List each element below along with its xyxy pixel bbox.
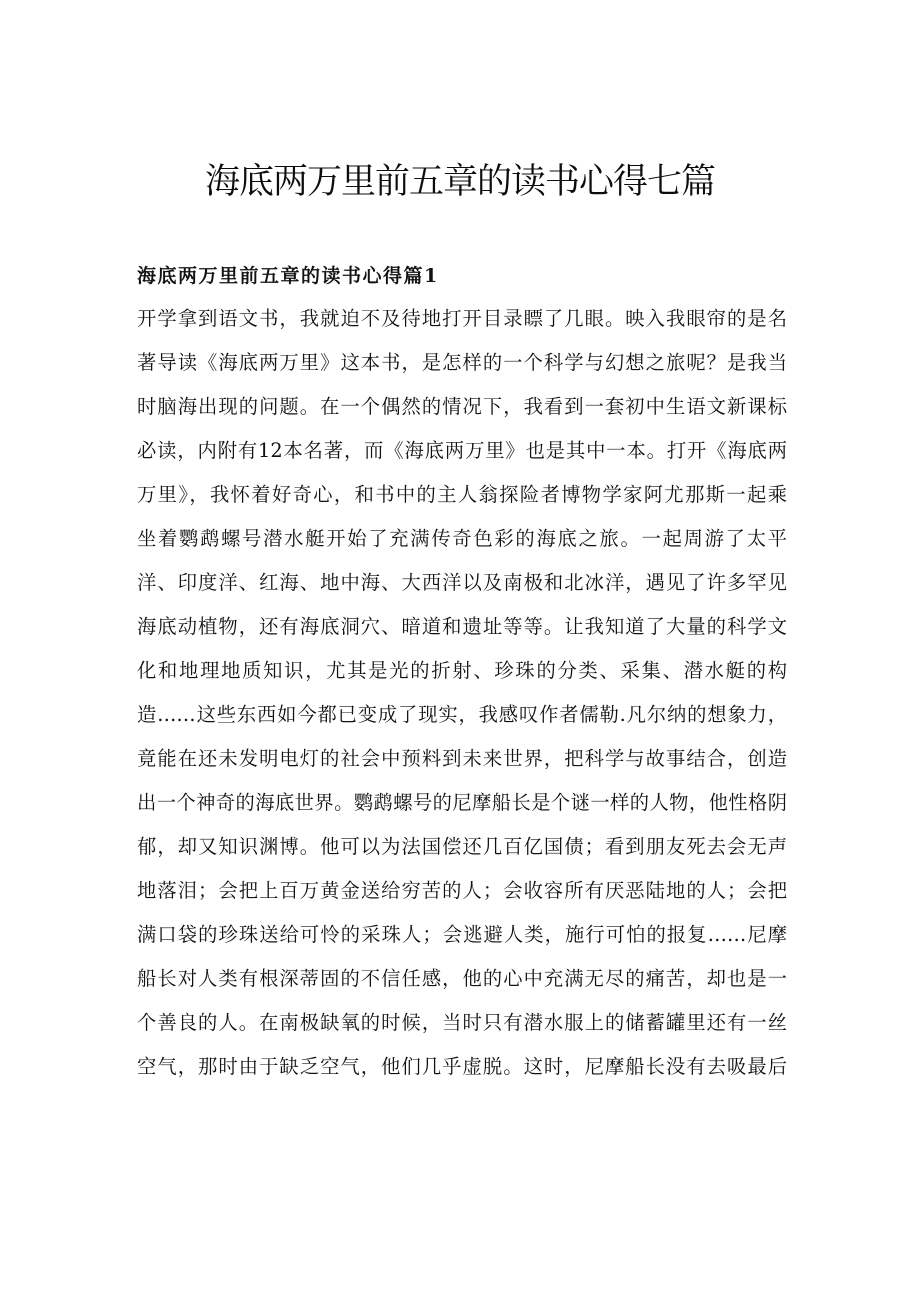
body-line: 郁，却又知识渊博。他可以为法国偿还几百亿国债；看到朋友死去会无声 [137, 835, 787, 858]
body-line: 满口袋的珍珠送给可怜的采珠人；会逃避人类，施行可怕的报复……尼摩 [137, 923, 787, 946]
body-line: 万里》，我怀着好奇心，和书中的主人翁探险者博物学家阿尤那斯一起乘 [137, 483, 787, 506]
body-line: 个善良的人。在南极缺氧的时候，当时只有潜水服上的储蓄罐里还有一丝 [137, 1011, 787, 1034]
body-line: 海底动植物，还有海底洞穴、暗道和遗址等等。让我知道了大量的科学文 [137, 615, 787, 638]
body-line: 必读，内附有12本名著，而《海底两万里》也是其中一本。打开《海底两 [137, 439, 787, 462]
body-paragraph [137, 297, 797, 1089]
body-line: 竟能在还未发明电灯的社会中预料到未来世界，把科学与故事结合，创造 [137, 747, 787, 770]
body-line: 地落泪；会把上百万黄金送给穷苦的人；会收容所有厌恶陆地的人；会把 [137, 879, 787, 902]
body-line: 船长对人类有根深蒂固的不信任感，他的心中充满无尽的痛苦，却也是一 [137, 967, 787, 990]
body-line: 洋、印度洋、红海、地中海、大西洋以及南极和北冰洋，遇见了许多罕见 [137, 571, 787, 594]
body-line: 空气，那时由于缺乏空气，他们几乎虚脱。这时，尼摩船长没有去吸最后 [137, 1055, 787, 1078]
body-line: 时脑海出现的问题。在一个偶然的情况下，我看到一套初中生语文新课标 [137, 395, 787, 418]
body-line: 造……这些东西如今都已变成了现实，我感叹作者儒勒.凡尔纳的想象力， [137, 703, 787, 726]
body-line: 著导读《海底两万里》这本书，是怎样的一个科学与幻想之旅呢？是我当 [137, 351, 787, 374]
section-heading: 海底两万里前五章的读书心得篇1 [137, 265, 439, 287]
document-title: 海底两万里前五章的读书心得七篇 [204, 162, 715, 202]
body-line: 坐着鹦鹉螺号潜水艇开始了充满传奇色彩的海底之旅。一起周游了太平 [137, 527, 787, 550]
body-line: 化和地理地质知识，尤其是光的折射、珍珠的分类、采集、潜水艇的构 [137, 659, 787, 682]
body-line: 出一个神奇的海底世界。鹦鹉螺号的尼摩船长是个谜一样的人物，他性格阴 [137, 791, 787, 814]
body-line: 开学拿到语文书，我就迫不及待地打开目录瞟了几眼。映入我眼帘的是名 [137, 307, 787, 330]
